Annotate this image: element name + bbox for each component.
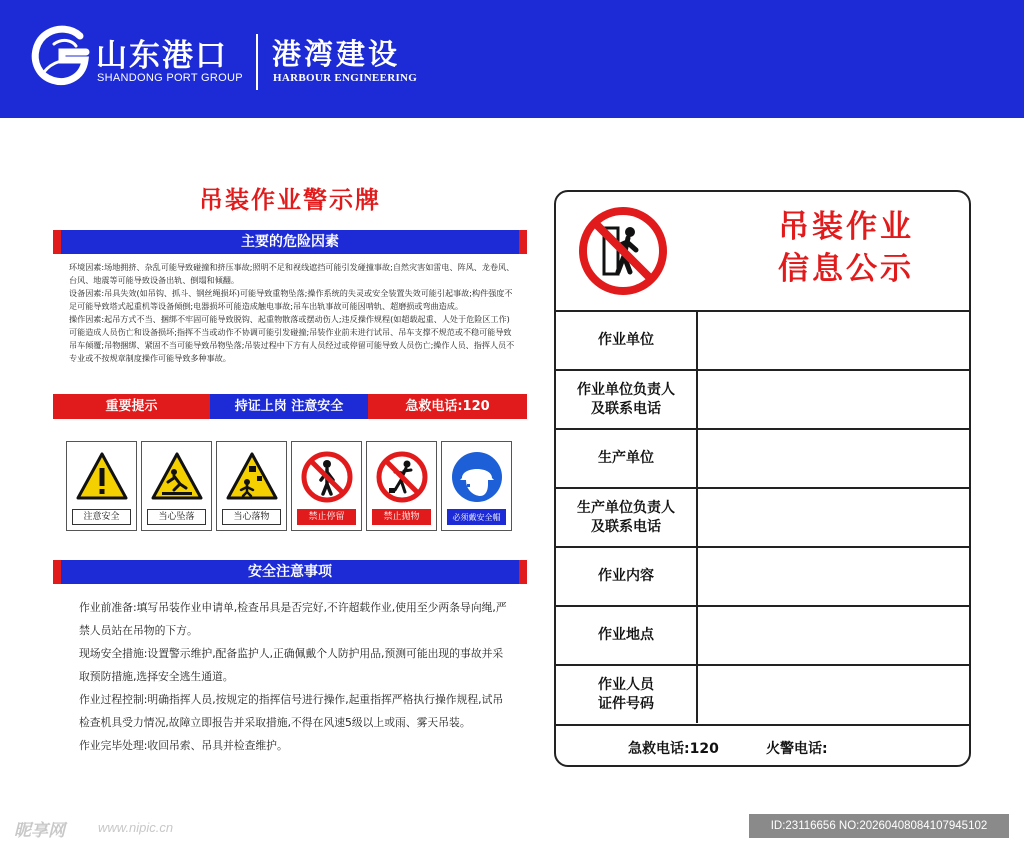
certified-notice: 持证上岗 注意安全	[210, 394, 368, 419]
label-line1: 作业人员	[598, 676, 654, 693]
no-throwing-icon	[375, 450, 429, 504]
info-row-value	[698, 312, 971, 369]
sign-falling-objects	[216, 441, 287, 531]
label-line1: 生产单位	[598, 450, 654, 466]
info-row-value	[698, 489, 971, 546]
sign-label: 禁止停留	[297, 509, 356, 525]
header-banner	[0, 0, 1024, 118]
caution-icon	[75, 450, 129, 504]
info-row-label	[556, 607, 698, 664]
label-line1: 作业内容	[598, 568, 654, 584]
sign-no-standing	[291, 441, 362, 531]
sign-label: 必须戴安全帽	[447, 509, 506, 525]
safety-notes-text	[79, 596, 511, 757]
label-line1: 作业地点	[598, 627, 654, 643]
info-row-value	[698, 607, 971, 664]
info-row-label	[556, 489, 698, 546]
fire-alarm-number: 火警电话:	[766, 741, 828, 757]
label-line2: 及联系电话	[591, 400, 661, 417]
falling-person-icon	[150, 450, 204, 504]
brand-name-cn: 山东港口	[96, 38, 228, 74]
label-line1: 生产单位负责人	[577, 499, 675, 516]
info-row-work-location	[556, 605, 971, 664]
department-name-cn: 港湾建设	[272, 37, 401, 71]
safety-notes-heading: 安全注意事项	[53, 560, 527, 584]
info-board	[554, 190, 971, 767]
info-row-worker-id	[556, 664, 971, 723]
sign-label: 禁止抛物	[372, 509, 431, 525]
info-row-value	[698, 548, 971, 605]
sign-caution	[66, 441, 137, 531]
info-row-production-unit	[556, 428, 971, 487]
info-row-value	[698, 371, 971, 428]
info-row-work-unit-contact	[556, 369, 971, 428]
important-notice: 重要提示	[53, 394, 210, 419]
info-row-production-unit-contact	[556, 487, 971, 546]
sign-no-throwing	[366, 441, 437, 531]
brand-name-en: SHANDONG PORT GROUP	[97, 72, 243, 84]
label-line1: 作业单位	[598, 332, 654, 348]
safety-preparation: 作业前准备:填写吊装作业申请单,检查吊具是否完好,不许超载作业,使用至少两条导向绳,严禁人员站在吊物的下方。	[79, 601, 507, 637]
info-footer	[556, 724, 971, 767]
sign-hard-hat	[441, 441, 512, 531]
info-title-line1: 吊装作业	[778, 209, 914, 245]
watermark-url: www.nipic.cn	[98, 820, 174, 835]
safety-completion: 作业完毕处理:收回吊索、吊具并检查维护。	[79, 739, 288, 752]
sign-label: 当心落物	[222, 509, 281, 525]
warning-board-title: 吊装作业警示牌	[199, 186, 381, 214]
info-row-value	[698, 666, 971, 723]
no-climbing-icon	[578, 206, 668, 296]
hazards-heading: 主要的危险因素	[53, 230, 527, 254]
sign-label: 当心坠落	[147, 509, 206, 525]
info-row-label	[556, 312, 698, 369]
notice-bar	[53, 394, 527, 419]
info-row-label	[556, 430, 698, 487]
no-standing-icon	[300, 450, 354, 504]
label-line1: 作业单位负责人	[577, 381, 675, 398]
department-name-en: HARBOUR ENGINEERING	[273, 72, 418, 84]
info-board-title	[746, 206, 946, 290]
falling-objects-icon	[225, 450, 279, 504]
info-row-work-content	[556, 546, 971, 605]
safety-site-measures: 现场安全措施:设置警示维护,配备监护人,正确佩戴个人防护用品,预测可能出现的事故并采取预防措施,选择安全逃生通道。	[79, 647, 504, 683]
safety-signs	[66, 441, 512, 531]
info-row-label	[556, 666, 698, 723]
sign-falling-person	[141, 441, 212, 531]
watermark-site: 昵享网	[14, 821, 65, 841]
hazard-operation: 操作因素:起吊方式不当、捆绑不牢固可能导致脱钩、起重物散落或摆动伤人;违反操作规程(如超载起重、人处于危险区工作)可能造成人员伤亡和设备损坏;指挥不当或动作不协调可能引发碰撞;吊装作业前未进行试吊、吊车支撑不规范或不稳可能导致吊车倾覆;吊物捆绑、紧固不当可能导致吊物坠落;吊装过程中下方有人员经过或停留可能导致人员伤亡;操作人员、指挥人员不专业或不按规章制度操作可能导致多种事故。	[69, 314, 515, 363]
sign-label: 注意安全	[72, 509, 131, 525]
first-aid-number: 急救电话:120	[628, 741, 719, 757]
label-line2: 证件号码	[598, 695, 654, 712]
info-title-line2: 信息公示	[778, 251, 914, 287]
info-row-value	[698, 430, 971, 487]
info-row-label	[556, 371, 698, 428]
emergency-number: 急救电话:120	[368, 394, 527, 419]
shandong-port-logo-icon	[28, 22, 90, 88]
hazard-environment: 环境因素:场地拥挤、杂乱可能导致碰撞和挤压事故;照明不足和视线遮挡可能引发碰撞事故;自然灾害如雷电、阵风、龙卷风、台风、地震等可能导致设备出轨、倒塌和倾翻。	[69, 262, 515, 285]
hard-hat-icon	[450, 450, 504, 504]
hazards-text	[69, 261, 517, 365]
info-row-label	[556, 548, 698, 605]
hazard-equipment: 设备因素:吊具失效(如吊钩、抓斗、钢丝绳损坏)可能导致重物坠落;操作系统的失灵或安全装置失效可能引起事故;构件强度不足可能导致塔式起重机等设备倾倒;电器损坏可能造成触电事故;吊车出轨事故可能因啃轨、超磨损或弯曲造成。	[69, 288, 513, 311]
header-divider	[256, 34, 258, 90]
safety-process-control: 作业过程控制:明确指挥人员,按规定的指挥信号进行操作,起重指挥严格执行操作规程,试吊检查机具受力情况,故障立即报告并采取措施,不得在风速5级以上或雨、雾天吊装。	[79, 693, 504, 729]
watermark-id: ID:23116656 NO:20260408084107945102	[749, 814, 1009, 838]
info-row-work-unit	[556, 310, 971, 369]
label-line2: 及联系电话	[591, 518, 661, 535]
